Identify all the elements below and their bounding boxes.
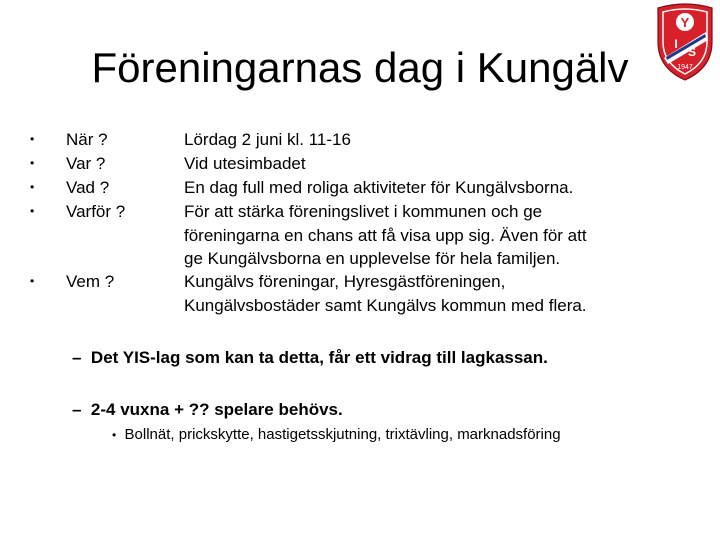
sub-bullet-spelare bbox=[72, 400, 343, 420]
logo-letter-y: Y bbox=[680, 15, 690, 30]
bullet-dot: • bbox=[30, 204, 35, 218]
question-varfor: Varför ? bbox=[66, 202, 126, 221]
yis-club-logo bbox=[654, 2, 716, 82]
slide-title: Föreningarnas dag i Kungälv bbox=[91, 44, 629, 91]
logo-letter-s: S bbox=[687, 45, 697, 59]
bullet-dot: • bbox=[30, 274, 35, 288]
question-nar: När ? bbox=[66, 130, 108, 149]
dash-marker: – bbox=[72, 400, 82, 419]
bullet-dot: • bbox=[30, 180, 35, 194]
answer-vad: En dag full med roliga aktiviteter för Kungälvsborna. bbox=[184, 178, 574, 197]
bullet-dot: • bbox=[30, 156, 35, 170]
dash-marker: – bbox=[72, 348, 82, 367]
logo-year: 1947 bbox=[677, 64, 693, 71]
bullet-dot: • bbox=[30, 132, 35, 146]
sub-bullet-spelare-text: 2-4 vuxna + ?? spelare behövs. bbox=[90, 400, 343, 419]
activity-list-text: Bollnät, prickskytte, hastigetsskjutning, trixtävling, marknadsföring bbox=[124, 426, 561, 443]
question-var: Var ? bbox=[66, 154, 106, 173]
answer-nar: Lördag 2 juni kl. 11-16 bbox=[184, 130, 351, 149]
logo-letter-i: I bbox=[674, 37, 678, 51]
answer-varfor: För att stärka föreningslivet i kommunen och ge föreningarna en chans att få visa upp sig. Även för att ge Kungälvsborna en upplevelse för hela familjen. bbox=[184, 202, 587, 268]
answer-vem: Kungälvs föreningar, Hyresgästföreningen, Kungälvsbostäder samt Kungälvs kommun med flera. bbox=[184, 272, 587, 315]
question-vad: Vad ? bbox=[66, 178, 110, 197]
bullet-dot: • bbox=[112, 428, 117, 442]
sub-bullet-lagkassa-text: Det YIS-lag som kan ta detta, får ett vidrag till lagkassan. bbox=[90, 348, 548, 367]
sub-bullet-lagkassa bbox=[72, 348, 548, 368]
activity-list bbox=[112, 426, 561, 443]
question-vem: Vem ? bbox=[66, 272, 115, 291]
answer-var: Vid utesimbadet bbox=[184, 154, 306, 173]
